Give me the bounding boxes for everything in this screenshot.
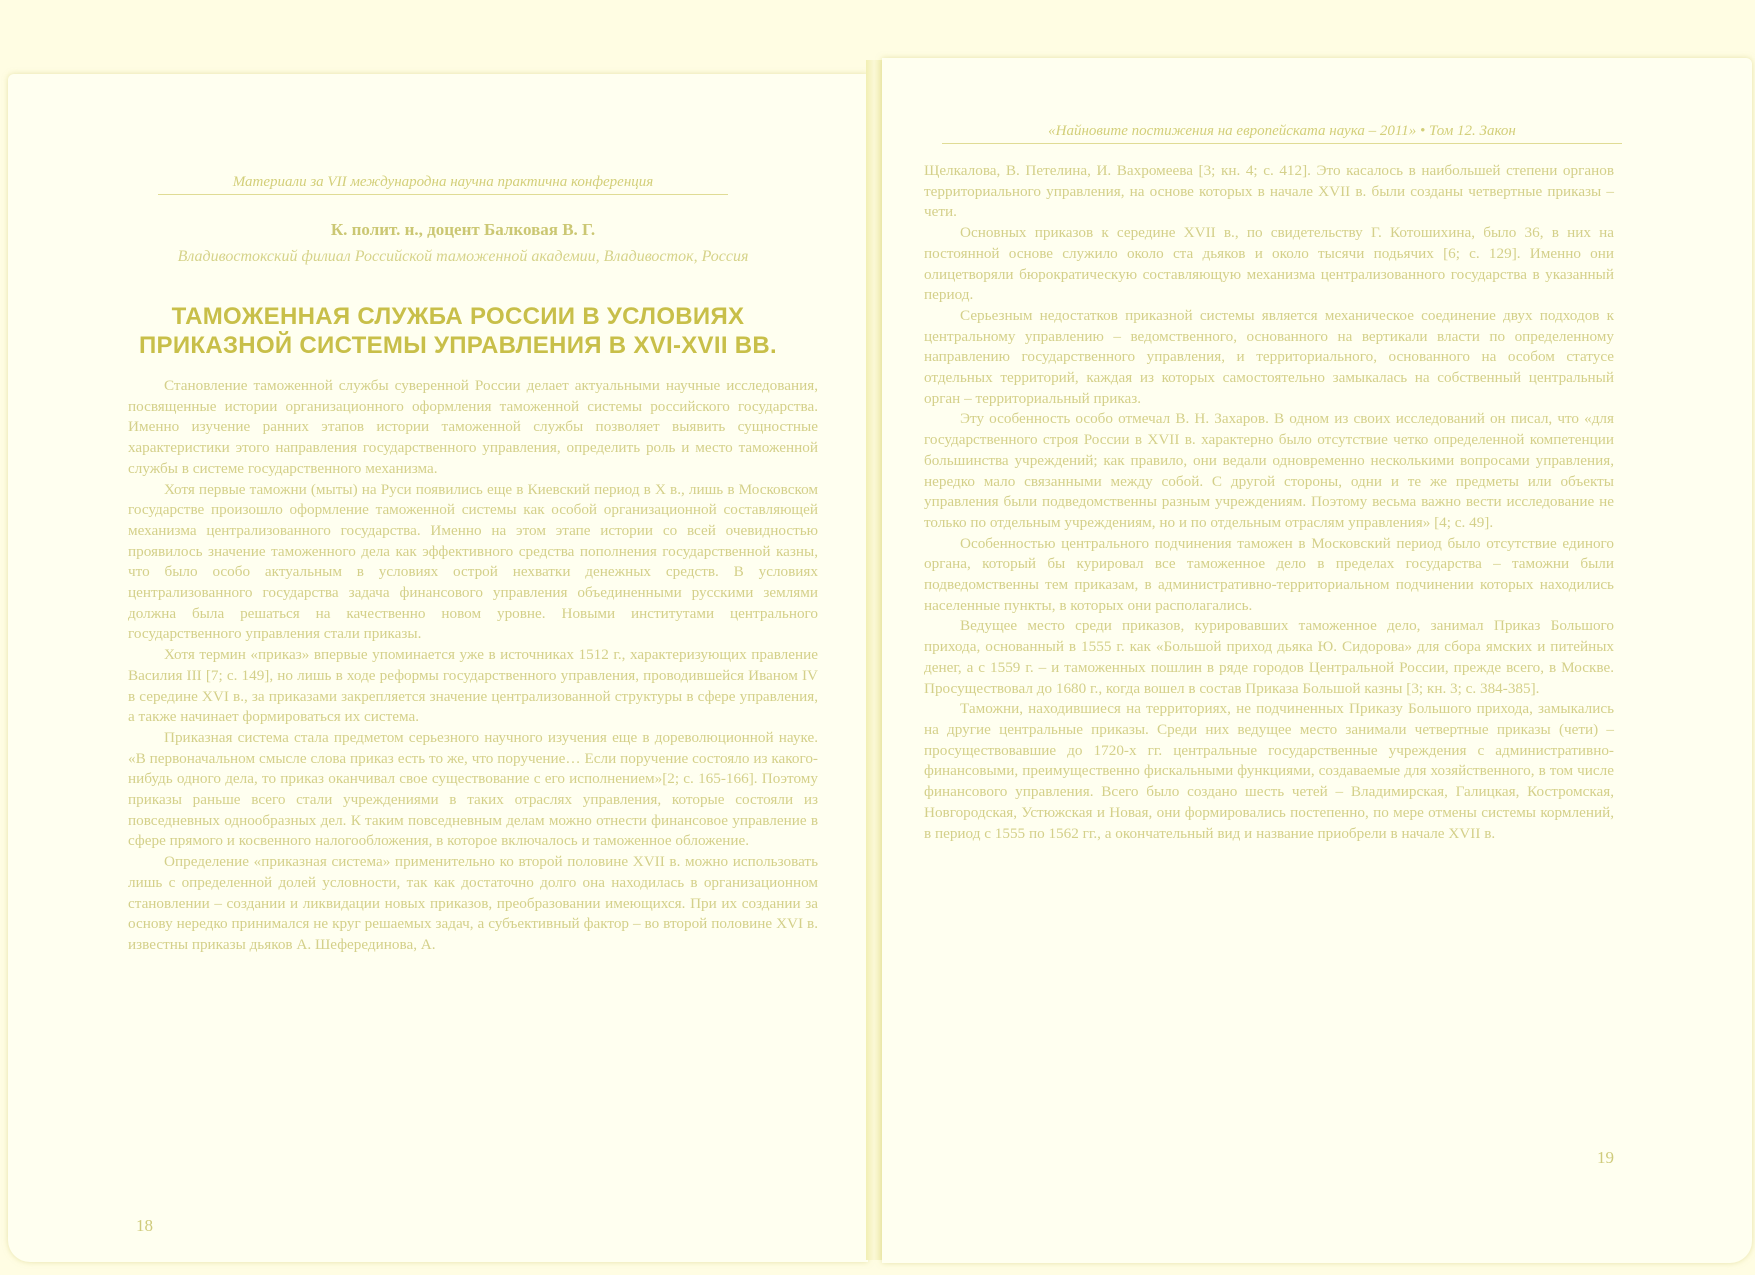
paragraph: Определение «приказная система» применительно ко второй половине XVII в. можно использовать лишь с определенной долей условности, так как достаточно долго она находилась в организационном становлении – создании и ликвидации новых приказов, преобразовании имеющихся. При их создании за основу нередко принимался не круг решаемых задач, а субъективный фактор – во второй половине XVI в. известны приказы дьяков А. Шеферединова, А. [128,853,818,953]
paragraph: Таможни, находившиеся на территориях, не подчиненных Приказу Большого прихода, замыкались на другие центральные приказы. Среди них ведущее место занимали четвертные приказы (чети) – просуществовавшие до 1720-х гг. центральные государственные учреждения с административно-финансовыми, преимущественно фискальными функциями, создаваемые для хозяйственного, в том числе финансового управления. Всего было создано шесть четей – Владимирская, Галицкая, Костромская, Новгородская, Устюжская и Новая, они формировались постепенно, по мере отмены системы кормлений, в период с 1555 по 1562 гг., а окончательный вид и название приобрели в начале XVII в. [924,700,1614,842]
paragraph: Щелкалова, В. Петелина, И. Вахромеева [3; кн. 4; с. 412]. Это касалось в наибольшей степени органов территориального управления, на основе которых в начале XVII в. были созданы четвертные приказы – чети. [924,162,1614,221]
left-running-head: Материали за VII международна научна практична конференция [158,174,728,195]
right-page [882,58,1752,1263]
article-title: ТАМОЖЕННАЯ СЛУЖБА РОССИИ В УСЛОВИЯХ ПРИКАЗНОЙ СИСТЕМЫ УПРАВЛЕНИЯ В XVI-XVII ВВ. [138,303,777,359]
paragraph: Ведущее место среди приказов, курировавших таможенное дело, занимал Приказ Большого прихода, основанный в 1555 г. как «Большой приход дьяка Ю. Сидорова» для сбора ямских и питейных денег, а с 1559 г. – и таможенных пошлин в ряде городов Центральной России, прежде всего, в Москве. Просуществовал до 1680 г., когда вошел в состав Приказа Большой казны [3; кн. 3; с. 384-385]. [924,617,1614,697]
right-body-text [924,161,1614,844]
paragraph: Становление таможенной службы суверенной России делает актуальными научные исследования, посвященные истории организационного оформления таможенной системы российского государства. Именно изучение ранних этапов истории таможенной службы позволяет выявить сущностные характеристики этого направления государственного управления, определить роль и место таможенной службы в системе государственного механизма. [128,377,818,477]
right-running-head: «Найновите постижения на европейската наука – 2011» • Том 12. Закон [942,123,1622,144]
paragraph: Эту особенность особо отмечал В. Н. Захаров. В одном из своих исследований он писал, что «для государственного строя России в XVII в. характерно было отсутствие четко определенной компетенции большинства учреждений; как правило, они ведали одновременно несколькими вопросами управления, нередко мало связанными между собой. С другой стороны, одни и те же предметы или объекты управления были подведомственны разным учреждениям. Поэтому весьма важно вести исследование не только по отдельным учреждениям, но и по отдельным отраслям управления» [4; с. 49]. [924,410,1614,531]
paragraph: Хотя термин «приказ» впервые упоминается уже в источниках 1512 г., характеризующих правление Василия III [7; с. 149], но лишь в ходе реформы государственного управления, проводившейся Иваном IV в середине XVI в., за приказами закрепляется значение централизованной структуры в сфере управления, а также начинает формироваться их система. [128,646,818,726]
left-page-number: 18 [136,1216,153,1235]
paragraph: Особенностью центрального подчинения таможен в Московский период было отсутствие единого органа, который бы курировал все таможенное дело в пределах государства – таможни были подведомственны тем приказам, в административно-территориальном подчинении которых находились населенные пункты, в которых они располагались. [924,534,1614,614]
right-page-number: 19 [1597,1148,1614,1167]
left-body-text [128,376,818,956]
left-page [8,74,868,1262]
author-line: К. полит. н., доцент Балковая В. Г. [330,220,596,239]
paragraph: Хотя первые таможни (мыты) на Руси появились еще в Киевский период в X в., лишь в Московском государстве произошло оформление таможенной системы как особой организационной составляющей механизма централизованного государства. Именно на этом этапе истории со всей очевидностью проявилось значение таможенного дела как эффективного средства пополнения государственной казны, что было особо актуальным в условиях острой нехватки денежных средств. В условиях централизованного государства задача финансового управления объединенными русскими землями должна была решаться на качественно новом уровне. Новыми институтами центрального государственного управления стали приказы. [128,480,818,643]
paragraph: Основных приказов к середине XVII в., по свидетельству Г. Котошихина, было 36, в них на постоянной основе служило около ста дьяков и около тысячи подьячих [6; с. 129]. Именно они олицетворяли бюрократическую составляющую механизма централизованного государства в указанный период. [924,224,1614,304]
paragraph: Приказная система стала предметом серьезного научного изучения еще в дореволюционной науке. «В первоначальном смысле слова приказ есть то же, что поручение… Если поручение состояло из какого-нибудь одного дела, то приказ оканчивал свое существование с его исполнением»[2; с. 165-166]. Поэтому приказы раньше всего стали учреждениями в таких отраслях управления, которые состояли из повседневных однообразных дел. К таким повседневным делам можно отнести финансовое управление в сфере прямого и косвенного налогообложения, в которое включалось и таможенное обложение. [128,728,818,850]
affiliation-line: Владивостокский филиал Российской таможенной академии, Владивосток, Россия [177,248,749,265]
paragraph: Серьезным недостатков приказной системы является механическое соединение двух подходов к центральному управлению – ведомственного, основанного на вертикали власти по определенному направлению государственного управления, и территориального, основанного на особом статусе отдельных территорий, каждая из которых самостоятельно замыкалась на собственный центральный орган – территориальный приказ. [924,306,1614,407]
